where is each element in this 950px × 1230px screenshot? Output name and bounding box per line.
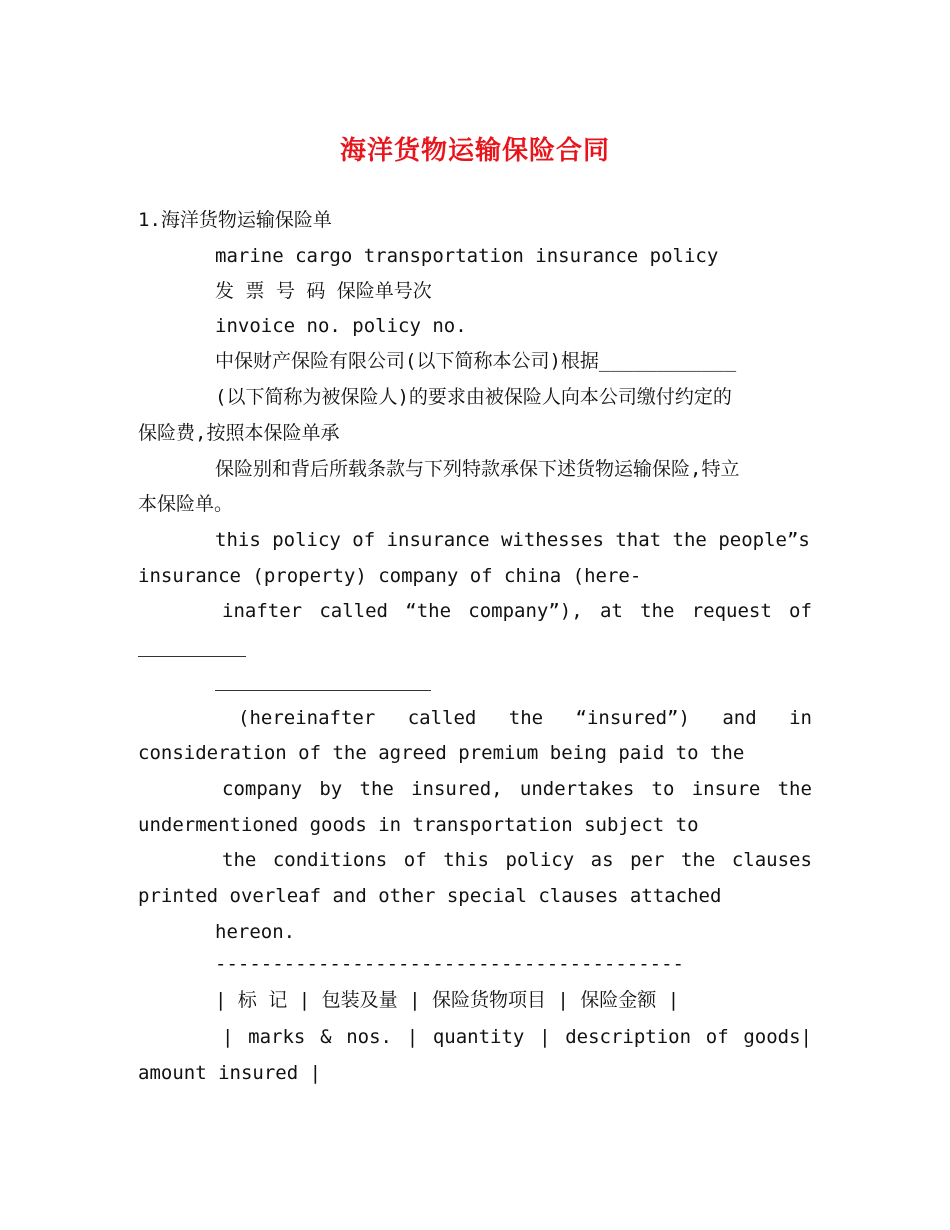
word: “the <box>405 600 452 622</box>
section-heading: 1.海洋货物运输保险单 <box>138 209 332 231</box>
word: of <box>403 849 427 871</box>
word: | <box>406 1026 419 1048</box>
insured-line-cn: (以下简称为被保险人)的要求由被保险人向本公司缴付约定的 <box>215 386 732 408</box>
word: conditions <box>272 849 388 871</box>
premium-line-cn: 保险费,按照本保险单承 <box>138 422 340 444</box>
hereinafter-line-en <box>222 599 812 623</box>
word: nos. <box>346 1026 392 1048</box>
word: company <box>222 778 303 800</box>
word: (hereinafter <box>238 707 376 729</box>
word: and <box>722 707 757 729</box>
dash-rule: ----------------------------------------- <box>215 953 684 975</box>
policy-title-en: marine cargo transportation insurance policy <box>215 245 719 267</box>
hereon-line-en: hereon. <box>215 921 296 943</box>
company-line-en: insurance (property) company of china (here- <box>138 565 642 587</box>
witness-line-en: this policy of insurance withesses that the people”s <box>215 529 810 551</box>
document-title: 海洋货物运输保险合同 <box>339 136 610 166</box>
word: this <box>443 849 489 871</box>
word: inafter <box>222 600 303 622</box>
word: clauses <box>731 849 812 871</box>
word: & <box>320 1026 332 1048</box>
insured-line-en <box>238 706 812 730</box>
policy-line-cn: 本保险单。 <box>138 493 234 515</box>
word: as <box>590 849 614 871</box>
blank-rule-2 <box>215 690 431 691</box>
word: of <box>705 1026 729 1048</box>
table-header-en <box>222 1025 812 1049</box>
word: request <box>691 600 772 622</box>
word: the <box>222 849 257 871</box>
conditions-line-en <box>222 848 812 872</box>
word: of <box>789 600 812 622</box>
word: quantity <box>432 1026 525 1048</box>
word: | <box>222 1026 234 1048</box>
word: description <box>565 1026 692 1048</box>
company-line-cn: 中保财产保险有限公司(以下简称本公司)根据____________ <box>215 350 737 372</box>
word: the <box>359 778 394 800</box>
word: the <box>777 778 812 800</box>
table-header-en-cont: amount insured | <box>138 1062 322 1084</box>
word: “insured”) <box>575 707 690 729</box>
word: by <box>319 778 343 800</box>
goods-line-en: undermentioned goods in transportation subject to <box>138 814 699 836</box>
invoice-label-cn: 发 票 号 码 保险单号次 <box>215 280 432 302</box>
blank-rule-1 <box>138 656 246 657</box>
word: insured, <box>411 778 503 800</box>
word: called <box>407 707 477 729</box>
printed-line-en: printed overleaf and other special clauses attached <box>138 885 722 907</box>
clauses-line-cn: 保险别和背后所载条款与下列特款承保下述货物运输保险,特立 <box>215 458 740 480</box>
word: marks <box>248 1026 306 1048</box>
word: policy <box>505 849 575 871</box>
invoice-label-en: invoice no. policy no. <box>215 315 467 337</box>
table-header-cn: | 标 记 | 包装及量 | 保险货物项目 | 保险金额 | <box>215 989 680 1011</box>
word: the <box>680 849 716 871</box>
consideration-line-en: consideration of the agreed premium being paid to the <box>138 742 745 764</box>
word: | <box>539 1026 551 1048</box>
company-insure-line-en <box>222 777 812 801</box>
word: goods| <box>743 1026 812 1048</box>
word: company”), <box>468 600 583 622</box>
word: the <box>640 600 675 622</box>
word: insure <box>691 778 761 800</box>
word: undertakes <box>519 778 635 800</box>
word: to <box>651 778 675 800</box>
word: per <box>630 849 665 871</box>
word: in <box>789 707 812 729</box>
word: at <box>599 600 623 622</box>
word: the <box>508 707 544 729</box>
word: called <box>319 600 388 622</box>
